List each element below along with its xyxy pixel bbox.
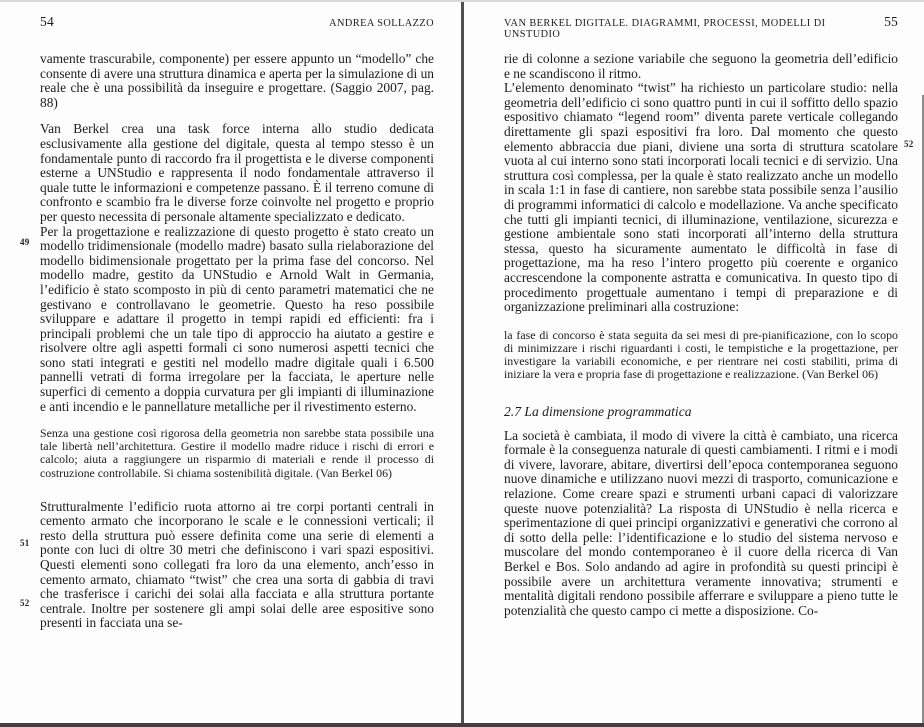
running-header: ANDREA SOLLAZZO — [329, 18, 434, 29]
left-page — [0, 0, 461, 727]
left-page-header — [40, 14, 434, 30]
page-number: 55 — [884, 14, 898, 29]
paragraph: Van Berkel crea una task force interna allo studio dedicata esclusivamente alla gestione del digitale, questa al tempo stesso è un fondamentale punto di raccordo fra il progettista e le diverse componenti esterne a UNStudio e rappresenta il nodo fondamentale attraverso il quale tutte le informazioni e competenze passano. È il terreno comune di confronto e scambio fra le diverse forze coinvolte nel progetto e proprio per questo necessita di personale altamente specializzato e dedicato. — [40, 121, 434, 224]
paragraph: Strutturalmente l’edificio ruota attorno ai tre corpi portanti centrali in cemento armato che incorporano le scale e le connessioni verticali; il resto della struttura può essere definita come una serie di elementi a ponte con luci di oltre 30 metri che definiscono i vari spazi espositivi. Questi elementi sono collegati fra loro da una elemento, anch’esso in cemento armato, chiamato “twist” che crea una sorta di gabbia di travi che trasferisce i carichi dei solai alla facciata e alla struttura portante centrale. Inoltre per sostenere gli ampi solai delle aree espositive sono presenti in facciata una se- — [40, 498, 434, 631]
margin-note: 52 — [904, 139, 914, 149]
running-header: VAN BERKEL DIGITALE. DIAGRAMMI, PROCESSI, MODELLI DI UNSTUDIO — [504, 18, 826, 40]
paragraph: rie di colonne a sezione variabile che seguono la geometria dell’edificio e ne scandiscono il ritmo. — [504, 51, 898, 81]
paragraph: La società è cambiata, il modo di vivere la città è cambiato, una ricerca formale è la conseguenza naturale di questi cambiamenti. I ritmi e i modi di vivere, lavorare, abitare, divertirsi dell’epoca contemporanea seguono nuove dinamiche e utilizzano nuovi mezzi di trasporto, comunicazione e relazione. Come creare spazi e strumenti urbani capaci di valorizzare queste nuove potenzialità? La risposta di UNStudio è nella ricerca e sperimentazione di quei principi organizzativi e generativi che corrono al di sotto della pelle: l’identificazione e lo studio del sistema nervoso e muscolare del mondo contemporaneo è il cuore della ricerca di Van Berkel e Bos. Solo andando ad agire in profondità su questi principi è possibile avere un architettura veramente innovativa; strumenti e mentalità digitali rendono possibile afferrare e sviluppare a pieno tutte le potenzialità che questo campo ci mette a disposizione. Co- — [504, 427, 898, 618]
right-page-body — [504, 52, 898, 618]
left-page-body — [40, 52, 434, 631]
margin-note: 51 — [20, 538, 30, 548]
section-heading: 2.7 La dimensione programmatica — [504, 404, 692, 420]
block-quote: la fase di concorso è stata seguita da sei mesi di pre-pianificazione, con lo scopo di minimizzare i rischi riguardanti i costi, le tempistiche e la progettazione, per investigare la variabili economiche, e per rientrare nei costi stabiliti, prima di iniziare la vera e propria fase di progettazione e realizzazione. (Van Berkel 06) — [504, 327, 898, 381]
margin-note: 52 — [20, 598, 30, 608]
block-quote: Senza una gestione così rigorosa della geometria non sarebbe stata possibile una tale libertà nell’architettura. Gestire il modello madre riduce i rischi di errori e calcolo; aiuta a raggiungere un risparmio di materiali e rende il processo di costruzione controllabile. Si chiama sostenibilità digitale. (Van Berkel 06) — [40, 426, 434, 480]
right-page — [464, 0, 924, 727]
paragraph: L’elemento denominato “twist” ha richiesto un particolare studio: nella geometria dell’edificio ci sono quattro punti in cui il soffitto dello spazio espositivo chiamato “legend room” diventa parete verticale collegando direttamente gli spazi espositivi fra loro. Dal momento che questo elemento abbraccia due piani, diviene una sorta di struttura scatolare vuota al cui interno sono stati incorporati locali tecnici e di servizio. Una struttura così complessa, per la quale è stato realizzato anche un modello in scala 1:1 in fase di cantiere, non sarebbe stata possibile senza l’ausilio di programmi informatici di calcolo e modellazione. Va anche specificato che tutti gli impianti tecnici, di illuminazione, ventilazione, sicurezza e gestione ambientale sono stati incorporati all’interno della struttura stessa, questo ha sicuramente aumentato le difficoltà in fase di progettazione, ma ha reso l’intero progetto più coerente e organico accrescendone la componente astratta e comunicativa. In questo tipo di procedimento progettuale aumentano i tempi di preparazione e di organizzazione preliminari alla costruzione: — [504, 80, 898, 315]
right-page-header — [504, 14, 898, 40]
paragraph: vamente trascurabile, componente) per essere appunto un “modello” che consente di avere una struttura dinamica e aperta per la simulazione di un reale che è una possibilità da inseguire e progettare. (Saggio 2007, pag. 88) — [40, 51, 434, 110]
page-number: 54 — [40, 14, 54, 29]
margin-note: 49 — [20, 237, 30, 247]
paragraph: Per la progettazione e realizzazione di questo progetto è stato creato un modello tridimensionale (modello madre) basato sulla rielaborazione del modello bidimensionale progettato per la prima fase del concorso. Nel modello madre, gestito da UNStudio e Arnold Walt in Germania, l’edificio è stato scomposto in più di cento parametri matematici che ne gestivano e controllavano le geometrie. Questo ha reso possibile sviluppare e adattare il progetto in tempi rapidi ed efficienti: fra i principali problemi che un tale tipo di approccio ha aiutato a gestire e risolvere oltre agli aspetti formali ci sono numerosi aspetti tecnici che sono stati integrati e gestiti nel modello madre digitale quali i 6.500 pannelli vetrati di forma irregolare per la facciata, le aperture nelle superfici di cemento a doppia curvatura per gli impianti di illuminazione e anti incendio e le pannellature metalliche per il rivestimento esterno. — [40, 223, 434, 414]
